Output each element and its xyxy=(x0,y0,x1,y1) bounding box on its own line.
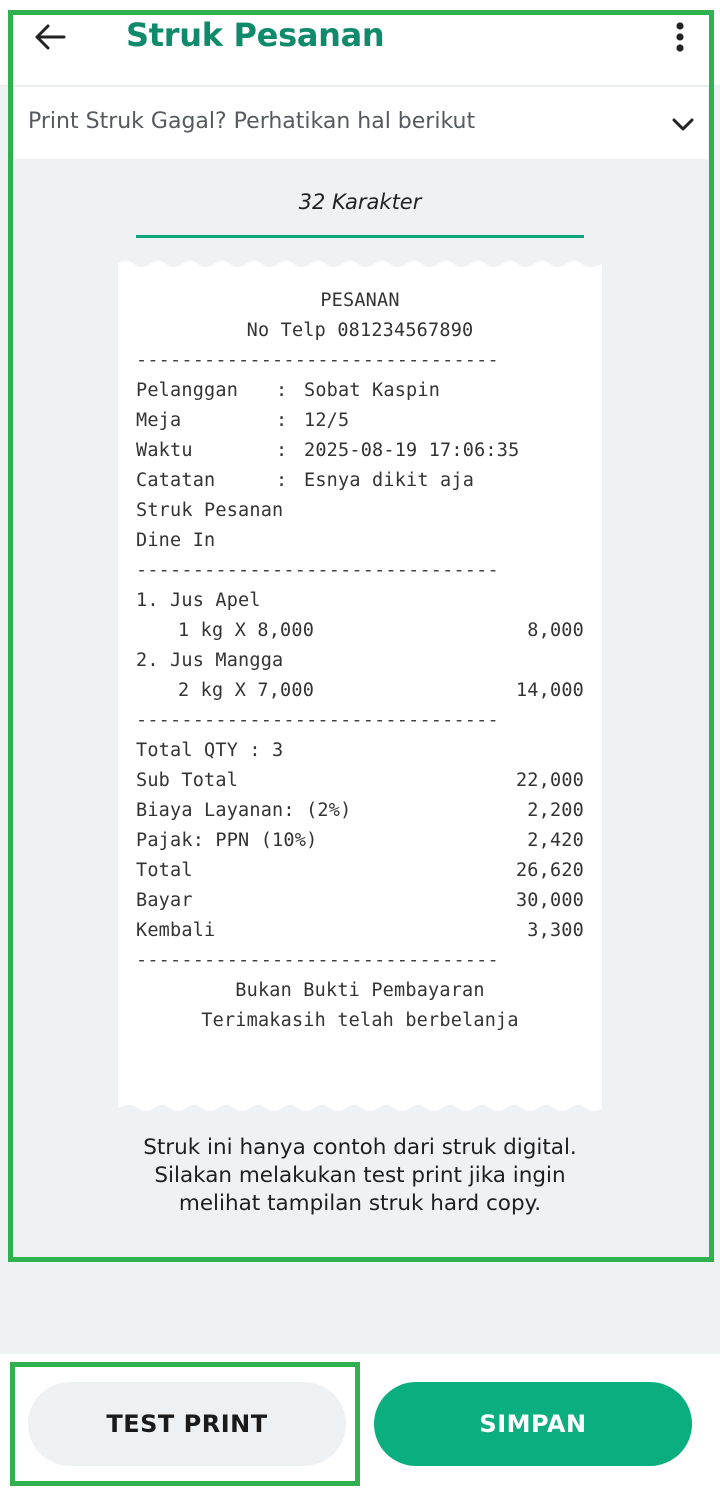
receipt-item-name: 1. Jus Apel xyxy=(136,590,261,611)
receipt-footer-line: Terimakasih telah berbelanja xyxy=(201,1010,519,1031)
receipt-item-name: 2. Jus Mangga xyxy=(136,650,284,671)
receipt-preview xyxy=(118,258,602,1114)
receipt-divider: -------------------------------- xyxy=(136,710,499,731)
receipt-field-note: Catatan : Esnya dikit aja xyxy=(136,470,475,491)
receipt-divider: -------------------------------- xyxy=(136,350,499,371)
receipt-summary-service-fee: Biaya Layanan: (2%) 2,200 xyxy=(136,800,584,821)
more-options-button[interactable] xyxy=(660,14,700,60)
receipt-item-detail: 1 kg X 8,000 8,000 xyxy=(178,620,584,641)
receipt-divider: -------------------------------- xyxy=(136,950,499,971)
receipt-field-table: Meja : 12/5 xyxy=(136,410,350,431)
receipt-summary-change: Kembali 3,300 xyxy=(136,920,584,941)
receipt-field-time: Waktu : 2025-08-19 17:06:35 xyxy=(136,440,520,461)
receipt-summary-tax: Pajak: PPN (10%) 2,420 xyxy=(136,830,584,851)
receipt-total-qty: Total QTY : 3 xyxy=(136,740,284,761)
print-help-expander[interactable] xyxy=(12,87,708,159)
receipt-type: Struk Pesanan xyxy=(136,500,284,521)
note-line: Silakan melakukan test print jika ingin xyxy=(154,1163,566,1188)
test-print-button[interactable]: TEST PRINT xyxy=(28,1382,346,1466)
arrow-left-icon xyxy=(34,23,66,51)
tab-label: 32 Karakter xyxy=(298,190,422,214)
chevron-down-icon xyxy=(668,109,698,139)
receipt-content xyxy=(136,286,584,1036)
receipt-item-detail: 2 kg X 7,000 14,000 xyxy=(178,680,584,701)
receipt-summary-total: Total 26,620 xyxy=(136,860,584,881)
receipt-divider: -------------------------------- xyxy=(136,560,499,581)
receipt-title: PESANAN xyxy=(320,290,400,311)
receipt-phone: No Telp 081234567890 xyxy=(246,320,474,341)
back-button[interactable] xyxy=(28,14,72,60)
app-header xyxy=(0,0,720,86)
receipt-footer-line: Bukan Bukti Pembayaran xyxy=(235,980,485,1001)
receipt-order-type: Dine In xyxy=(136,530,216,551)
receipt-field-customer: Pelanggan : Sobat Kaspin xyxy=(136,380,441,401)
save-button[interactable]: SIMPAN xyxy=(374,1382,692,1466)
note-line: Struk ini hanya contoh dari struk digital. xyxy=(143,1135,577,1160)
receipt-summary-paid: Bayar 30,000 xyxy=(136,890,584,911)
print-help-text: Print Struk Gagal? Perhatikan hal berikut xyxy=(28,109,476,134)
note-line: melihat tampilan struk hard copy. xyxy=(178,1191,542,1216)
page-title: Struk Pesanan xyxy=(126,16,385,54)
receipt-summary-subtotal: Sub Total 22,000 xyxy=(136,770,584,791)
tab-32-karakter[interactable] xyxy=(136,184,584,238)
more-vertical-icon xyxy=(675,22,685,52)
receipt-note xyxy=(60,1134,660,1218)
